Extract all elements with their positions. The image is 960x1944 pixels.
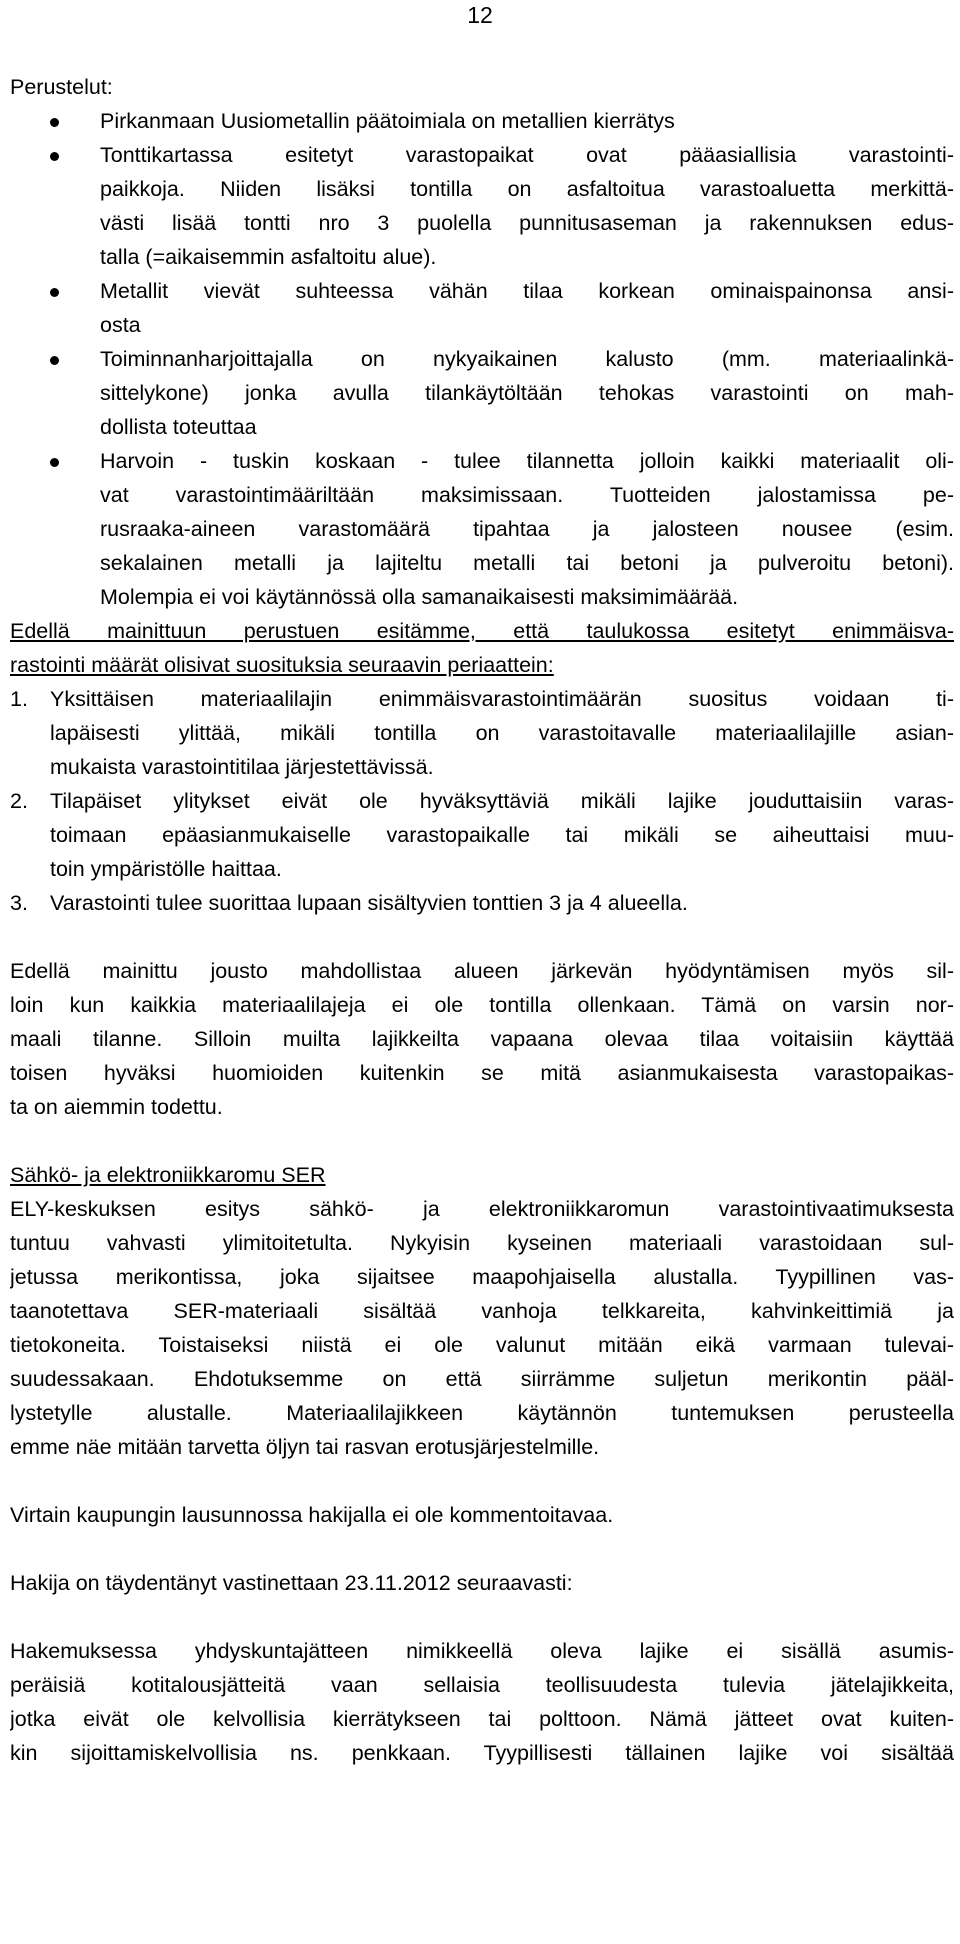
text-line: osta bbox=[100, 313, 141, 337]
ser-heading-block bbox=[10, 1158, 954, 1192]
text-line: loin kun kaikkia materiaalilajeja ei ole tontilla ollenkaan. Tämä on varsin nor- bbox=[10, 993, 954, 1017]
text-line: sekalainen metalli ja lajiteltu metalli tai betoni ja pulveroitu betoni). bbox=[100, 551, 954, 575]
text-line: rusraaka-aineen varastomäärä tipahtaa ja jalosteen nousee (esim. bbox=[100, 517, 954, 541]
text-line: Molempia ei voi käytännössä olla samanaikaisesti maksimimäärää. bbox=[100, 585, 739, 609]
document-body bbox=[10, 70, 954, 1770]
bullet-dot-icon bbox=[50, 356, 59, 365]
virtain-paragraph bbox=[10, 1498, 954, 1532]
ser-paragraph bbox=[10, 1192, 954, 1464]
text-line: ta on aiemmin todettu. bbox=[10, 1095, 223, 1119]
numbered-item bbox=[10, 886, 954, 920]
supplement-paragraph bbox=[10, 1566, 954, 1600]
text-line: peräisiä kotitalousjätteitä vaan sellaisia teollisuudesta tulevia jätelajikkeita, bbox=[10, 1673, 954, 1697]
text-line: Toiminnanharjoittajalla on nykyaikainen kalusto (mm. materiaalinkä- bbox=[100, 347, 954, 371]
text-line: kin sijoittamiskelvollisia ns. penkkaan. Tyypillisesti tällainen lajike voi sisältää bbox=[10, 1741, 954, 1765]
text-line: lystetylle alustalle. Materiaalilajikkeen käytännön tuntemuksen perusteella bbox=[10, 1401, 954, 1425]
perustelut-heading: Perustelut: bbox=[10, 75, 113, 99]
text-line: ELY-keskuksen esitys sähkö- ja elektroniikkaromun varastointivaatimuksesta bbox=[10, 1197, 954, 1221]
text-line: toin ympäristölle haittaa. bbox=[50, 857, 282, 881]
page-number: 12 bbox=[467, 2, 493, 28]
item-number: 3. bbox=[10, 891, 28, 915]
hakemus-paragraph bbox=[10, 1634, 954, 1770]
text-line: lapäisesti ylittää, mikäli tontilla on varastoitavalle materiaalilajille asian- bbox=[50, 721, 954, 745]
bullet-item bbox=[10, 444, 954, 614]
text-line: Tonttikartassa esitetyt varastopaikat ovat pääasiallisia varastointi- bbox=[100, 143, 954, 167]
jousto-paragraph bbox=[10, 954, 954, 1124]
bullet-item bbox=[10, 104, 954, 138]
text-line: Tilapäiset ylitykset eivät ole hyväksyttäviä mikäli lajike jouduttaisiin varas- bbox=[50, 789, 954, 813]
text-line: Edellä mainittuun perustuen esitämme, että taulukossa esitetyt enimmäisva- bbox=[10, 619, 954, 643]
text-line: taanotettava SER-materiaali sisältää vanhoja telkkareita, kahvinkeittimiä ja bbox=[10, 1299, 954, 1323]
text-line: dollista toteuttaa bbox=[100, 415, 257, 439]
text-line: rastointi määrät olisivat suosituksia seuraavin periaattein: bbox=[10, 653, 554, 677]
text-line: Yksittäisen materiaalilajin enimmäisvarastointimäärän suositus voidaan ti- bbox=[50, 687, 954, 711]
text-line: jetussa merikontissa, joka sijaitsee maapohjaisella alustalla. Tyypillinen vas- bbox=[10, 1265, 954, 1289]
item-number: 1. bbox=[10, 687, 28, 711]
recommendation-intro bbox=[10, 614, 954, 682]
text-line: toisen hyväksi huomioiden kuitenkin se mitä asianmukaisesta varastopaikas- bbox=[10, 1061, 954, 1085]
bullet-dot-icon bbox=[50, 458, 59, 467]
bullet-item bbox=[10, 274, 954, 342]
text-line: suudessakaan. Ehdotuksemme on että siirrämme suljetun merikontin pääl- bbox=[10, 1367, 954, 1391]
text-line: paikkoja. Niiden lisäksi tontilla on asfaltoitua varastoaluetta merkittä- bbox=[100, 177, 954, 201]
text-line: Edellä mainittu jousto mahdollistaa alueen järkevän hyödyntämisen myös sil- bbox=[10, 959, 954, 983]
text-line: vat varastointimääriltään maksimissaan. Tuotteiden jalostamissa pe- bbox=[100, 483, 954, 507]
text-line: emme näe mitään tarvetta öljyn tai rasvan erotusjärjestelmille. bbox=[10, 1435, 600, 1459]
text-line: Pirkanmaan Uusiometallin päätoimiala on metallien kierrätys bbox=[100, 109, 675, 133]
bullet-dot-icon bbox=[50, 288, 59, 297]
text-line: Virtain kaupungin lausunnossa hakijalla ei ole kommentoitavaa. bbox=[10, 1503, 614, 1527]
item-number: 2. bbox=[10, 789, 28, 813]
bullet-dot-icon bbox=[50, 118, 59, 127]
text-line: tietokoneita. Toistaiseksi niistä ei ole valunut mitään eikä varmaan tulevai- bbox=[10, 1333, 954, 1357]
numbered-item bbox=[10, 784, 954, 886]
text-line: Hakemuksessa yhdyskuntajätteen nimikkeellä oleva lajike ei sisällä asumis- bbox=[10, 1639, 954, 1663]
text-line: jotka eivät ole kelvollisia kierrätykseen tai polttoon. Nämä jätteet ovat kuiten- bbox=[10, 1707, 954, 1731]
text-line: Metallit vievät suhteessa vähän tilaa korkean ominaispainonsa ansi- bbox=[100, 279, 954, 303]
text-line: mukaista varastointitilaa järjestettävissä. bbox=[50, 755, 434, 779]
text-line: sittelykone) jonka avulla tilankäytöltään tehokas varastointi on mah- bbox=[100, 381, 954, 405]
text-line: toimaan epäasianmukaiselle varastopaikalle tai mikäli se aiheuttaisi muu- bbox=[50, 823, 954, 847]
text-line: maali tilanne. Silloin muilta lajikkeilta vapaana olevaa tilaa voitaisiin käyttää bbox=[10, 1027, 954, 1051]
text-line: Harvoin - tuskin koskaan - tulee tilannetta jolloin kaikki materiaalit oli- bbox=[100, 449, 954, 473]
numbered-item bbox=[10, 682, 954, 784]
perustelut-list bbox=[10, 104, 954, 614]
text-line: tuntuu vahvasti ylimitoitetulta. Nykyisin kyseinen materiaali varastoidaan sul- bbox=[10, 1231, 954, 1255]
bullet-dot-icon bbox=[50, 152, 59, 161]
recommendation-list bbox=[10, 682, 954, 920]
text-line: Hakija on täydentänyt vastinettaan 23.11.2012 seuraavasti: bbox=[10, 1571, 573, 1595]
ser-heading: Sähkö- ja elektroniikkaromu SER bbox=[10, 1163, 326, 1187]
text-line: västi lisää tontti nro 3 puolella punnitusaseman ja rakennuksen edus- bbox=[100, 211, 954, 235]
text-line: Varastointi tulee suorittaa lupaan sisältyvien tonttien 3 ja 4 alueella. bbox=[50, 891, 688, 915]
bullet-item bbox=[10, 138, 954, 274]
text-line: talla (=aikaisemmin asfaltoitu alue). bbox=[100, 245, 437, 269]
bullet-item bbox=[10, 342, 954, 444]
